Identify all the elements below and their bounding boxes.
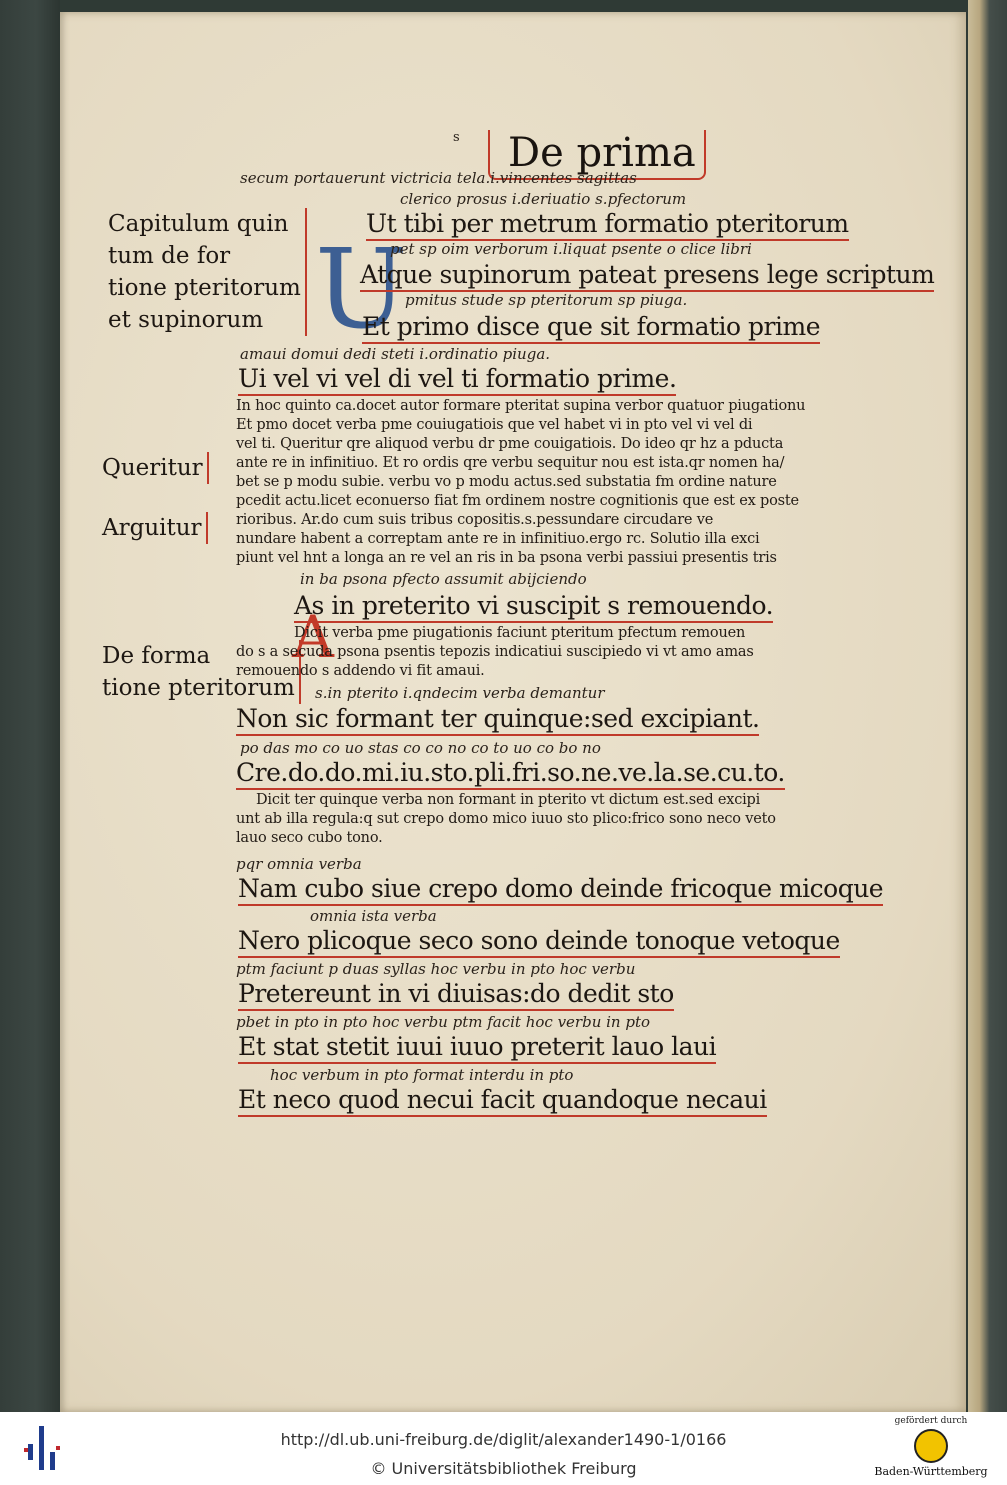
text-line: pqr omnia verba [236,855,362,873]
text-line: lauo seco cubo tono. [236,830,383,846]
text-line: ante re in infinitiuo. Et ro ordis qre verbu sequitur nou est ista.qr nomen ha/ [236,455,785,471]
state-seal-icon [914,1429,948,1463]
text-line: Dicit ter quinque verba non formant in pterito vt dictum est.sed excipi [256,792,761,808]
text-line: Non sic formant ter quinque:sed excipiant. [236,704,759,736]
text-line: unt ab illa regula:q sut crepo domo mico iuuo sto plico:frico sono neco veto [236,811,776,827]
text-line: secum portauerunt victricia tela.i.vincentes sagittas [240,169,637,187]
text-line: Et stat stetit iuui iuuo preterit lauo laui [238,1032,716,1064]
decorated-initial-u: U [315,225,408,353]
permalink-url[interactable]: http://dl.ub.uni-freiburg.de/diglit/alexander1490-1/0166 [280,1430,727,1449]
text-line: Pretereunt in vi diuisas:do dedit sto [238,979,674,1011]
text-line: bet se p modu subie. verbu vo p modu actus.sed substatia fm ordine nature [236,474,777,490]
margin-note-formatione: De forma tione pteritorum [102,640,301,704]
text-line: pet sp oim verborum i.liquat psente o clice libri [390,240,752,258]
text-line: Et neco quod necui facit quandoque necaui [238,1085,767,1117]
text-line: Et pmo docet verba pme couiugatiois que vel habet vi in pto vel vi vel di [236,417,753,433]
text-line: in ba psona pfecto assumit abijciendo [300,570,587,588]
text-line: po das mo co uo stas co co no co to uo co bo no [240,739,601,757]
margin-note-arguitur: Arguitur [102,512,208,544]
text-line: pcedit actu.licet econuerso fiat fm ordinem nostre cognitionis que est ex poste [236,493,799,509]
text-line: Atque supinorum pateat presens lege scriptum [360,260,934,292]
margin-note-queritur: Queritur [102,452,209,484]
text-line: Ut tibi per metrum formatio pteritorum [366,209,849,241]
viewer-footer [0,1412,1007,1485]
page-signature-mark: s [453,130,460,145]
copyright-notice: © Universitätsbibliothek Freiburg [370,1459,637,1478]
text-line: do s a secuda psona psentis tepozis indicatiui suscipiedo vi vt amo amas [236,644,754,660]
text-line: clerico prosus i.deriuatio s.pfectorum [400,190,687,208]
text-line: ptm faciunt p duas syllas hoc verbu in pto hoc verbu [236,960,636,978]
funder-badge [872,1416,990,1482]
text-line: vel ti. Queritur qre aliquod verbu dr pme couigatiois. Do ideo qr hz a pducta [236,436,784,452]
text-line: hoc verbum in pto format interdu in pto [270,1066,574,1084]
text-line: s.in pterito i.qndecim verba demantur [315,684,605,702]
chapter-heading: De prima [488,130,706,180]
decorated-initial-a: A [292,603,334,671]
text-line: Dicit verba pme piugationis faciunt pteritum pfectum remouen [294,625,746,641]
funder-label: gefördert durch [894,1416,968,1426]
text-line: Et primo disce que sit formatio prime [362,312,820,344]
text-line: pmitus stude sp pteritorum sp piuga. [405,291,688,309]
book-board-right [968,0,1007,1412]
text-line: nundare habent a correptam ante re in infinitiuo.ergo rc. Solutio illa exci [236,531,760,547]
funder-name: Baden-Württemberg [874,1465,988,1478]
text-line: Cre.do.do.mi.iu.sto.pli.fri.so.ne.ve.la.se.cu.to. [236,758,785,790]
text-line: piunt vel hnt a longa an re vel an ris in ba psona verbi passiui presentis tris [236,550,777,566]
text-line: Ui vel vi vel di vel ti formatio prime. [238,364,676,396]
text-line: pbet in pto in pto hoc verbu ptm facit hoc verbu in pto [236,1013,651,1031]
text-line: In hoc quinto ca.docet autor formare pteritat supina verbor quatuor piugationu [236,398,806,414]
text-line: amaui domui dedi steti i.ordinatio piuga. [240,345,551,363]
text-line: remouendo s addendo vi fit amaui. [236,663,485,679]
manuscript-page [60,12,966,1412]
text-line: rioribus. Ar.do cum suis tribus copositis.s.pessundare circudare ve [236,512,714,528]
text-line: omnia ista verba [310,907,437,925]
margin-note-chapter: Capitulum quin tum de for tione pteritorum et supinorum [108,208,307,336]
text-line: Nero plicoque seco sono deinde tonoque vetoque [238,926,840,958]
text-line: Nam cubo siue crepo domo deinde fricoque micoque [238,874,883,906]
text-line: As in preterito vi suscipit s remouendo. [294,591,773,623]
book-board-left [0,0,60,1412]
